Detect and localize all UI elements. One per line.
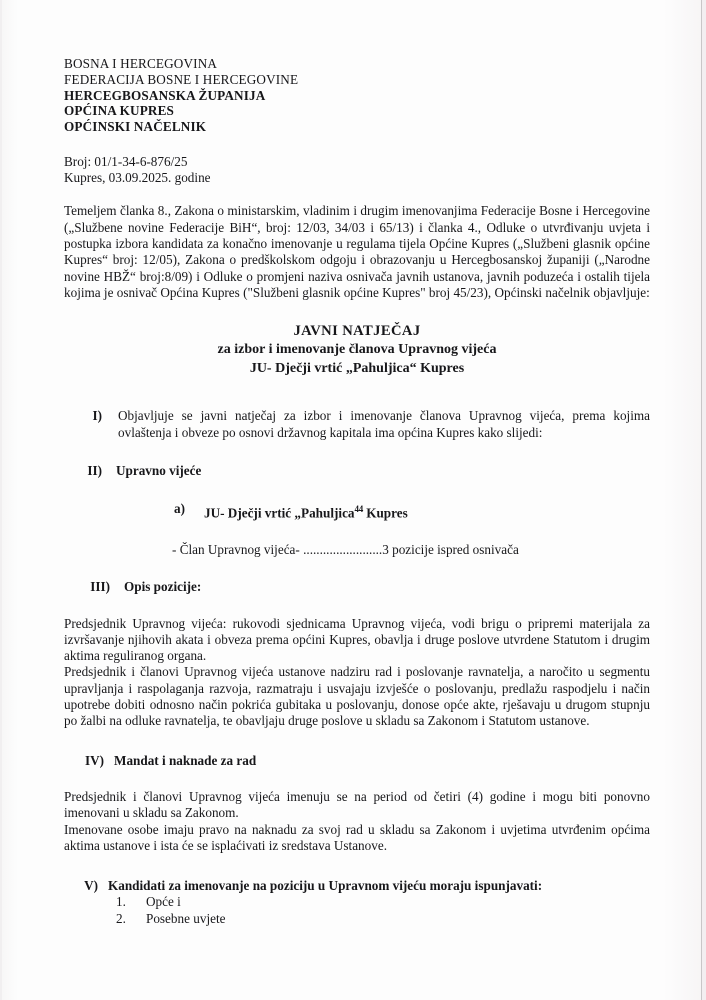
section-iii-marker: III) (90, 579, 110, 595)
closing-quote-artifact: 44 (354, 504, 363, 515)
letterhead (64, 0, 650, 135)
list-item-marker: 2. (116, 911, 126, 927)
section-ii (64, 463, 650, 479)
section-v-heading: Kandidati za imenovanje na poziciju u Upravnom vijeću moraju ispunjavati: (108, 878, 543, 894)
letterhead-line-federation: FEDERACIJA BOSNE I HERCEGOVINE (64, 71, 299, 87)
section-i (64, 408, 650, 441)
section-ii-item-a-label (190, 501, 408, 522)
reference-number: Broj: 01/1-34-6-876/25 (64, 153, 188, 169)
letterhead-line-municipality: OPĆINA KUPRES (64, 103, 175, 119)
section-iii-paragraph-1: Predsjednik Upravnog vijeća: rukovodi sjednicama Upravnog vijeća, vodi brigu o pripremi materijala za izvršavanje njihovih akata i obveza prema općini Kupres, obavlja i druge poslove utvrdene Statutom i drugim aktima reguliranog organa. (64, 615, 650, 664)
scan-edge-right-line (701, 0, 702, 1000)
list-item (116, 894, 650, 911)
announcement-title-block (64, 322, 650, 378)
section-v (64, 878, 650, 894)
section-ii-marker: II) (87, 462, 102, 478)
section-v-marker: V) (84, 878, 98, 894)
section-iv-paragraph-1: Predsjednik i članovi Upravnog vijeća imenuju se na period od četiri (4) godine i mogu biti ponovno imenovani u skladu sa Zakonom. (64, 788, 650, 821)
section-ii-item-a-marker: a) (174, 501, 185, 517)
section-i-marker: I) (92, 408, 102, 424)
section-iii-heading: Opis pozicije: (124, 579, 202, 595)
reference-block (64, 154, 650, 186)
institution-name-suffix: Kupres (362, 505, 408, 521)
section-iii-paragraph-2: Predsjednik i članovi Upravnog vijeća ustanove nadziru rad i poslovanje ravnatelja, a naročito u segmentu upravljanja i raspolaganja razvoja, razmatraju i usvajaju izvješće o poslovanju, predlažu raspodjelu i način upotrebe dobiti odnosno način pokrića gubitaka u poslovanju, donose opće akte, rješavaju u drugom stupnju po žalbi na odluke ravnatelja, te obavljaju druge poslove u skladu sa Zakonom i Statutom ustanove. (64, 664, 650, 729)
scan-edge-right-soft (702, 0, 706, 1000)
title-subtitle: za izbor i imenovanje članova Upravnog vijeća (217, 342, 497, 358)
title-institution: JU- Dječji vrtić „Pahuljica“ Kupres (249, 360, 465, 376)
list-item-marker: 1. (116, 894, 126, 910)
section-iv-heading: Mandat i naknade za rad (114, 752, 257, 768)
title-main: JAVNI NATJEČAJ (293, 323, 421, 340)
section-ii-position-line: - Član Upravnog vijeća- ........................3 pozicije ispred osnivača (172, 541, 519, 557)
section-i-body: Objavljuje se javni natječaj za izbor i imenovanje članova Upravnog vijeća, prema kojima ovlaštenja i obveze po osnovi državnog kapitala ima općina Kupres kako slijedi: (118, 408, 650, 440)
scan-edge-left (0, 0, 2, 1000)
section-iv-marker: IV) (84, 752, 104, 768)
preamble-paragraph: Temeljem članka 8., Zakona o ministarskim, vladinim i drugim imenovanjima Federacije Bosne i Hercegovine („Službene novine Federacije BiH“, broj: 12/03, 34/03 i 65/13) i članka 4., Odluke o utvrđivanju uvjeta i postupka izbora kandidata za konačno imenovanje u regulama tijela Općine Kupres („Službeni glasnik općine Kupres“ broj: 12/05), Zakona o predškolskom odgoju i obrazovanju u Hercegbosanskoj županiji („Narodne novine HBŽ“ broj:8/09) i Odluke o promjeni naziva osnivača javnih ustanova, javnih poduzeća i ostalih tijela kojima je osnivač Općina Kupres ("Službeni glasnik općine Kupres" broj 45/23), Općinski načelnik objavljuje: (64, 203, 650, 300)
list-item-label: Posebne uvjete (146, 911, 226, 927)
section-v-requirements-list (64, 894, 650, 928)
letterhead-line-canton: HERCEGBOSANSKA ŽUPANIJA (64, 87, 266, 103)
document-content (64, 0, 650, 1000)
section-iv (64, 753, 650, 769)
institution-name-prefix: JU- Dječji vrtić „Pahuljica (204, 505, 355, 521)
section-ii-heading: Upravno vijeće (116, 462, 202, 478)
list-item-label: Opće i (146, 894, 181, 910)
section-ii-item-a (64, 501, 650, 522)
section-iv-paragraph-2: Imenovane osobe imaju pravo na naknadu za svoj rad u skladu sa Zakonom i uvjetima utvrđenim općima aktima ustanove i ista će se isplaćivati iz sredstava Ustanove. (64, 821, 650, 853)
list-item (116, 911, 650, 928)
letterhead-line-country: BOSNA I HERCEGOVINA (64, 56, 218, 71)
section-iii (64, 579, 650, 595)
letterhead-line-mayor-office: OPĆINSKI NAČELNIK (64, 119, 207, 135)
reference-place-date: Kupres, 03.09.2025. godine (64, 170, 211, 186)
